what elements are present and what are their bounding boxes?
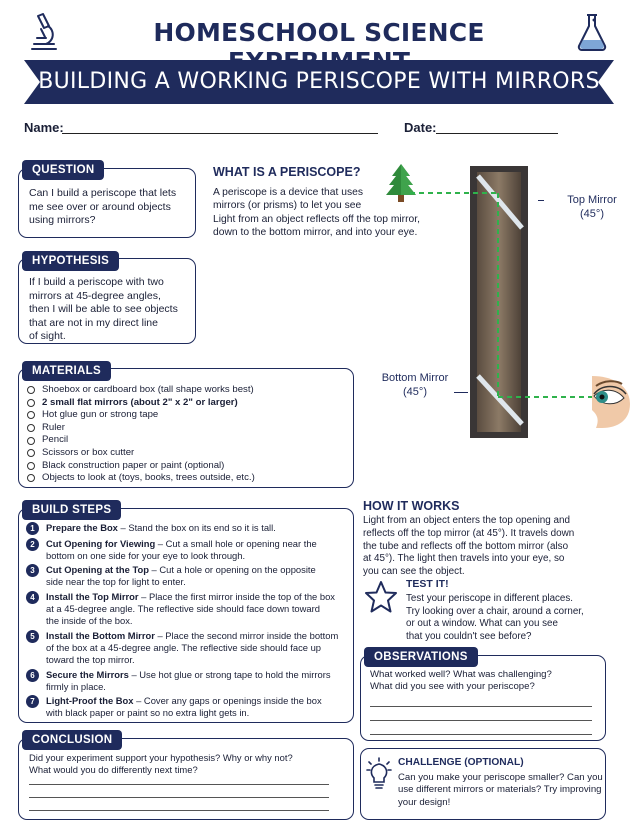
hypothesis-text: If I build a periscope with two mirrors at 45-degree angles, then I will be able to see objects that are not in my direct line of sight. xyxy=(29,276,178,342)
bottom-mirror-label: Bottom Mirror (45°) xyxy=(381,372,449,398)
conclusion-tag: CONCLUSION xyxy=(22,730,122,750)
build-steps-list xyxy=(26,522,352,722)
conclusion-line-1[interactable] xyxy=(29,784,329,785)
star-icon xyxy=(364,580,398,614)
list-item[interactable]: 2 small flat mirrors (about 2" x 2" or larger) xyxy=(27,397,349,410)
build-steps-tag: BUILD STEPS xyxy=(22,500,121,520)
checkbox[interactable] xyxy=(27,474,35,482)
top-mirror-pointer xyxy=(538,200,544,201)
checkbox[interactable] xyxy=(27,437,35,445)
checkbox[interactable] xyxy=(27,449,35,457)
checkbox[interactable] xyxy=(27,462,35,470)
list-item[interactable]: Pencil xyxy=(27,434,349,447)
checkbox[interactable] xyxy=(27,424,35,432)
bottom-mirror-pointer xyxy=(454,392,468,393)
step-6: 6 Secure the Mirrors – Use hot glue or strong tape to hold the mirrors firmly in place. xyxy=(26,669,331,693)
test-it-text: Test your periscope in different places. Try looking over a chair, around a corner, or out a window. What can you see that you couldn't see before? xyxy=(406,593,584,642)
step-7: 7 Light-Proof the Box – Cover any gaps or openings inside the box with black paper or paint so no extra light gets in. xyxy=(26,695,322,719)
list-item[interactable]: Objects to look at (toys, books, trees outside, etc.) xyxy=(27,472,349,485)
how-it-works-heading: HOW IT WORKS xyxy=(363,499,460,513)
materials-list xyxy=(27,384,349,485)
question-text: Can I build a periscope that lets me see over or around objects using mirrors? xyxy=(29,187,177,226)
name-field[interactable] xyxy=(62,133,378,134)
step-2: 2 Cut Opening for Viewing – Cut a small hole or opening near the bottom on one side for your eye to look through. xyxy=(26,538,317,562)
date-field[interactable] xyxy=(436,133,558,134)
observations-box xyxy=(360,655,606,741)
page-title: HOMESCHOOL SCIENCE xyxy=(153,18,485,47)
top-mirror-label: Top Mirror (45°) xyxy=(567,194,617,220)
conclusion-box xyxy=(18,738,354,820)
what-is-heading: WHAT IS A PERISCOPE? xyxy=(213,165,361,179)
list-item[interactable]: Hot glue gun or strong tape xyxy=(27,409,349,422)
question-tag: QUESTION xyxy=(22,160,104,180)
conclusion-line-2[interactable] xyxy=(29,797,329,798)
banner-title: BUILDING A WORKING PERISCOPE WITH MIRRORS xyxy=(38,69,600,94)
observations-tag: OBSERVATIONS xyxy=(364,647,478,667)
checkbox[interactable] xyxy=(27,386,35,394)
what-is-text: A periscope is a device that uses mirrors (or prisms) to let you see Light from an object reflects off the top mirror, down to the bottom mirror, and into your eye. xyxy=(213,187,420,238)
checkbox[interactable] xyxy=(27,411,35,419)
hypothesis-tag: HYPOTHESIS xyxy=(22,251,119,271)
microscope-icon xyxy=(26,12,60,52)
list-item[interactable]: Shoebox or cardboard box (tall shape works best) xyxy=(27,384,349,397)
challenge-heading: CHALLENGE (OPTIONAL) xyxy=(398,757,524,768)
name-label: Name: xyxy=(24,120,64,135)
step-5: 5 Install the Bottom Mirror – Place the second mirror inside the bottom of the box at a 45-degree angle. The reflective side should face up toward the top mirror. xyxy=(26,630,338,666)
observations-line-1[interactable] xyxy=(370,706,592,707)
observations-text: What worked well? What was challenging? What did you see with your periscope? xyxy=(370,669,552,693)
list-item[interactable]: Scissors or box cutter xyxy=(27,447,349,460)
conclusion-line-3[interactable] xyxy=(29,810,329,811)
list-item[interactable]: Ruler xyxy=(27,422,349,435)
date-label: Date: xyxy=(404,120,437,135)
step-1: 1 Prepare the Box – Stand the box on its end so it is tall. xyxy=(26,522,276,535)
flask-icon xyxy=(574,12,610,52)
conclusion-text: Did your experiment support your hypothesis? Why or why not? What would you do differently next time? xyxy=(29,752,293,775)
step-4: 4 Install the Top Mirror – Place the first mirror inside the top of the box at a 45-degree angle. The reflective side should face down toward the inside of the box. xyxy=(26,591,335,627)
eye-icon xyxy=(586,374,632,430)
challenge-text: Can you make your periscope smaller? Can you use different mirrors or materials? Try improving your design! xyxy=(398,772,603,808)
lightbulb-icon xyxy=(366,756,392,790)
observations-line-3[interactable] xyxy=(370,734,592,735)
test-it-heading: TEST IT! xyxy=(406,578,449,590)
list-item[interactable]: Black construction paper or paint (optional) xyxy=(27,460,349,473)
observations-line-2[interactable] xyxy=(370,720,592,721)
materials-tag: MATERIALS xyxy=(22,361,111,381)
checkbox[interactable] xyxy=(27,399,35,407)
how-it-works-text: Light from an object enters the top opening and reflects off the top mirror (at 45°). It travels down the tube and reflects off the bottom mirror (also at 45°). The light then travels into your eye, so you can see the object. xyxy=(363,515,575,578)
step-3: 3 Cut Opening at the Top – Cut a hole or opening on the opposite side near the top for light to enter. xyxy=(26,564,316,588)
